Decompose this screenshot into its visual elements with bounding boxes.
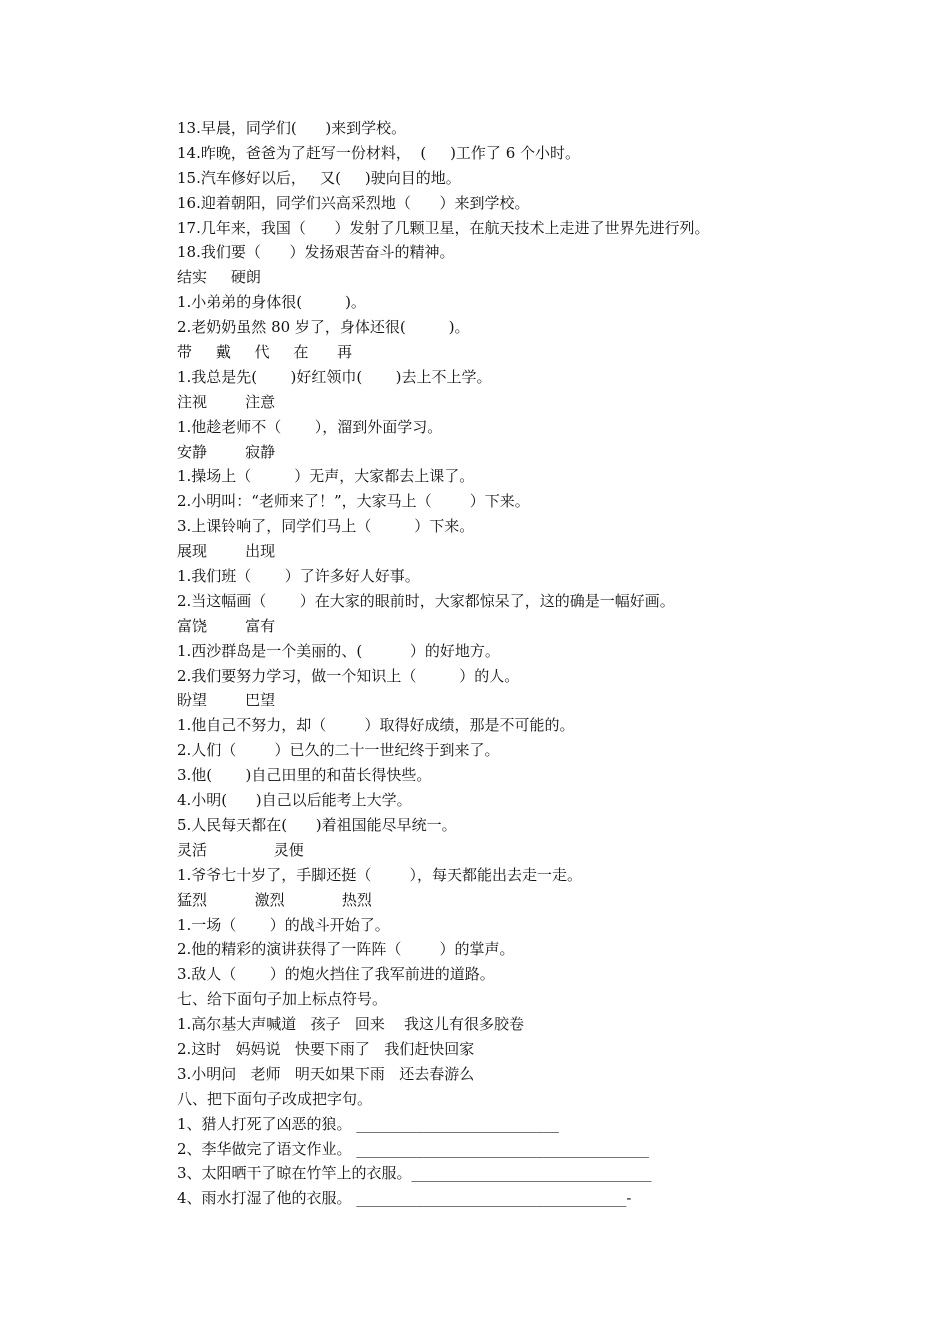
- text-line: 2.我们要努力学习，做一个知识上（ ）的人。: [177, 666, 520, 685]
- text-line: 5.人民每天都在( )着祖国能尽早统一。: [177, 815, 457, 834]
- text-line: 盼望 巴望: [177, 691, 276, 710]
- text-line: 15.汽车修好以后， 又( )驶向目的地。: [177, 168, 461, 187]
- text-line: 3.上课铃响了，同学们马上（ ）下来。: [177, 517, 475, 536]
- text-line: 1.一场（ ）的战斗开始了。: [177, 915, 390, 934]
- text-line: 18.我们要（ ）发扬艰苦奋斗的精神。: [177, 243, 455, 262]
- text-line: 1.西沙群岛是一个美丽的、( ）的好地方。: [177, 641, 500, 660]
- text-line: 3、太阳晒干了晾在竹竿上的衣服。________________________________: [177, 1164, 652, 1183]
- text-line: 2、李华做完了语文作业。 _______________________________________: [177, 1139, 649, 1158]
- text-line: 安静 寂静: [177, 442, 276, 461]
- text-line: 1.操场上（ ）无声，大家都去上课了。: [177, 467, 475, 486]
- text-line: 13.早晨，同学们( )来到学校。: [177, 119, 407, 137]
- text-line: 七、给下面句子加上标点符号。: [177, 990, 388, 1009]
- text-line: 1.我总是先( )好红领巾( )去上不上学。: [177, 367, 492, 386]
- text-line: 猛烈 激烈 热烈: [177, 890, 372, 909]
- text-line: 2.人们（ ）已久的二十一世纪终于到来了。: [177, 741, 500, 760]
- text-line: 2.这时 妈妈说 快要下雨了 我们赶快回家: [177, 1039, 475, 1058]
- text-line: 1.小弟弟的身体很( )。: [177, 293, 366, 312]
- text-line: 3.他( )自己田里的和苗长得快些。: [177, 766, 432, 785]
- text-line: 3.小明问 老师 明天如果下雨 还去春游么: [177, 1064, 475, 1083]
- text-line: 展现 出现: [177, 542, 276, 561]
- text-line: 八、把下面句子改成把字句。: [177, 1089, 373, 1108]
- text-line: 3.敌人（ ）的炮火挡住了我军前进的道路。: [177, 965, 495, 984]
- text-line: 灵活 灵便: [177, 840, 304, 859]
- text-line: 结实 硬朗: [177, 268, 261, 287]
- text-line: 2.他的精彩的演讲获得了一阵阵（ ）的掌声。: [177, 940, 515, 959]
- text-line: 注视 注意: [177, 392, 276, 411]
- text-line: 16.迎着朝阳，同学们兴高采烈地（ ）来到学校。: [177, 193, 530, 212]
- worksheet-page: [177, 116, 877, 1211]
- text-line: 1.他自己不努力，却（ ）取得好成绩，那是不可能的。: [177, 716, 575, 735]
- text-line: 1、猎人打死了凶恶的狼。 ___________________________: [177, 1114, 559, 1133]
- text-line: 2.老奶奶虽然 80 岁了，身体还很( )。: [177, 318, 470, 337]
- text-line: 富饶 富有: [177, 616, 276, 635]
- text-line: 14.昨晚，爸爸为了赶写一份材料， ( )工作了 6 个小时。: [177, 143, 581, 162]
- text-line: 2.当这幅画（ ）在大家的眼前时，大家都惊呆了，这的确是一幅好画。: [177, 591, 675, 610]
- text-line: 4.小明( )自己以后能考上大学。: [177, 791, 412, 810]
- text-line: 4、雨水打湿了他的衣服。 ____________________________________-: [177, 1189, 632, 1208]
- text-line: 17.几年来，我国（ ）发射了几颗卫星，在航天技术上走进了世界先进行列。: [177, 218, 710, 237]
- text-line: 1.他趁老师不（ ），溜到外面学习。: [177, 417, 443, 436]
- text-line: 1.我们班（ ）了许多好人好事。: [177, 567, 420, 586]
- text-line: 2.小明叫：“老师来了！”，大家马上（ ）下来。: [177, 492, 530, 511]
- text-line: 1.高尔基大声喊道 孩子 回来 我这儿有很多胶卷: [177, 1015, 524, 1034]
- text-line: 带 戴 代 在 再: [177, 343, 353, 362]
- text-line: 1.爷爷七十岁了，手脚还挺（ ），每天都能出去走一走。: [177, 865, 582, 884]
